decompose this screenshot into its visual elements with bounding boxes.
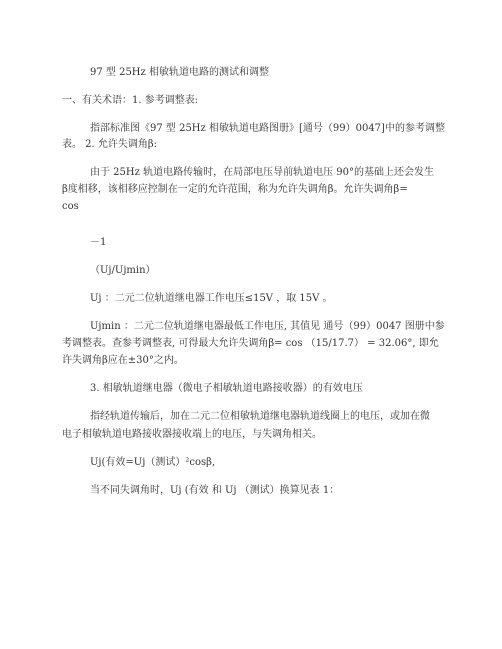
- paragraph-line: 指经轨道传输后，加在二元二位相敏轨道继电器轨道线圈上的电压，或加在微: [90, 411, 430, 422]
- paragraph-line: 指部标准图《97 型 25Hz 相敏轨道电路图册》[通号（99）0047]中的参考调整: [90, 123, 445, 134]
- ujmin-definition-line: Ujmin ：二元二位轨道继电器最低工作电压, 其值见 通号（99）0047 图册中参: [90, 321, 445, 332]
- formula-ratio: （Uj/Ujmin）: [90, 265, 156, 276]
- formula-exponent: －1: [90, 237, 107, 248]
- ujmin-definition-line: 许失调角β应在±30°之内。: [62, 355, 184, 366]
- section-heading: 一、有关术语：1. 参考调整表:: [62, 95, 199, 106]
- paragraph-line: 表。 2. 允许失调角β:: [62, 139, 158, 150]
- document-title: 97 型 25Hz 相敏轨道电路的测试和调整: [90, 67, 269, 78]
- formula-effective-voltage: Uj(有效=Uj（测试）²cosβ,: [90, 457, 216, 468]
- table-intro: 当不同失调角时，Uj (有效 和 Uj （测试）换算见表 1：: [90, 485, 340, 496]
- item3-heading: 3. 相敏轨道继电器（微电子相敏轨道电路接收器）的有效电压: [90, 383, 363, 394]
- uj-definition: Uj ：二元二位轨道继电器工作电压≤15V ，取 15V 。: [90, 293, 333, 304]
- paragraph-line: cos: [62, 201, 79, 212]
- ujmin-definition-line: 考调整表。查参考调整表, 可得最大允许失调角β= cos （15/17.7） = 32.06°, 即允: [62, 338, 439, 349]
- paragraph-line: 电子相敏轨道电路接收器接收端上的电压，与失调角相关。: [62, 429, 322, 440]
- paragraph-line: 由于 25Hz 轨道电路传输时，在局部电压导前轨道电压 90°的基础上还会发生: [90, 167, 434, 178]
- paragraph-line: β度相移，该相移应控制在一定的允许范围，称为允许失调角β。允许失调角β=: [62, 184, 408, 195]
